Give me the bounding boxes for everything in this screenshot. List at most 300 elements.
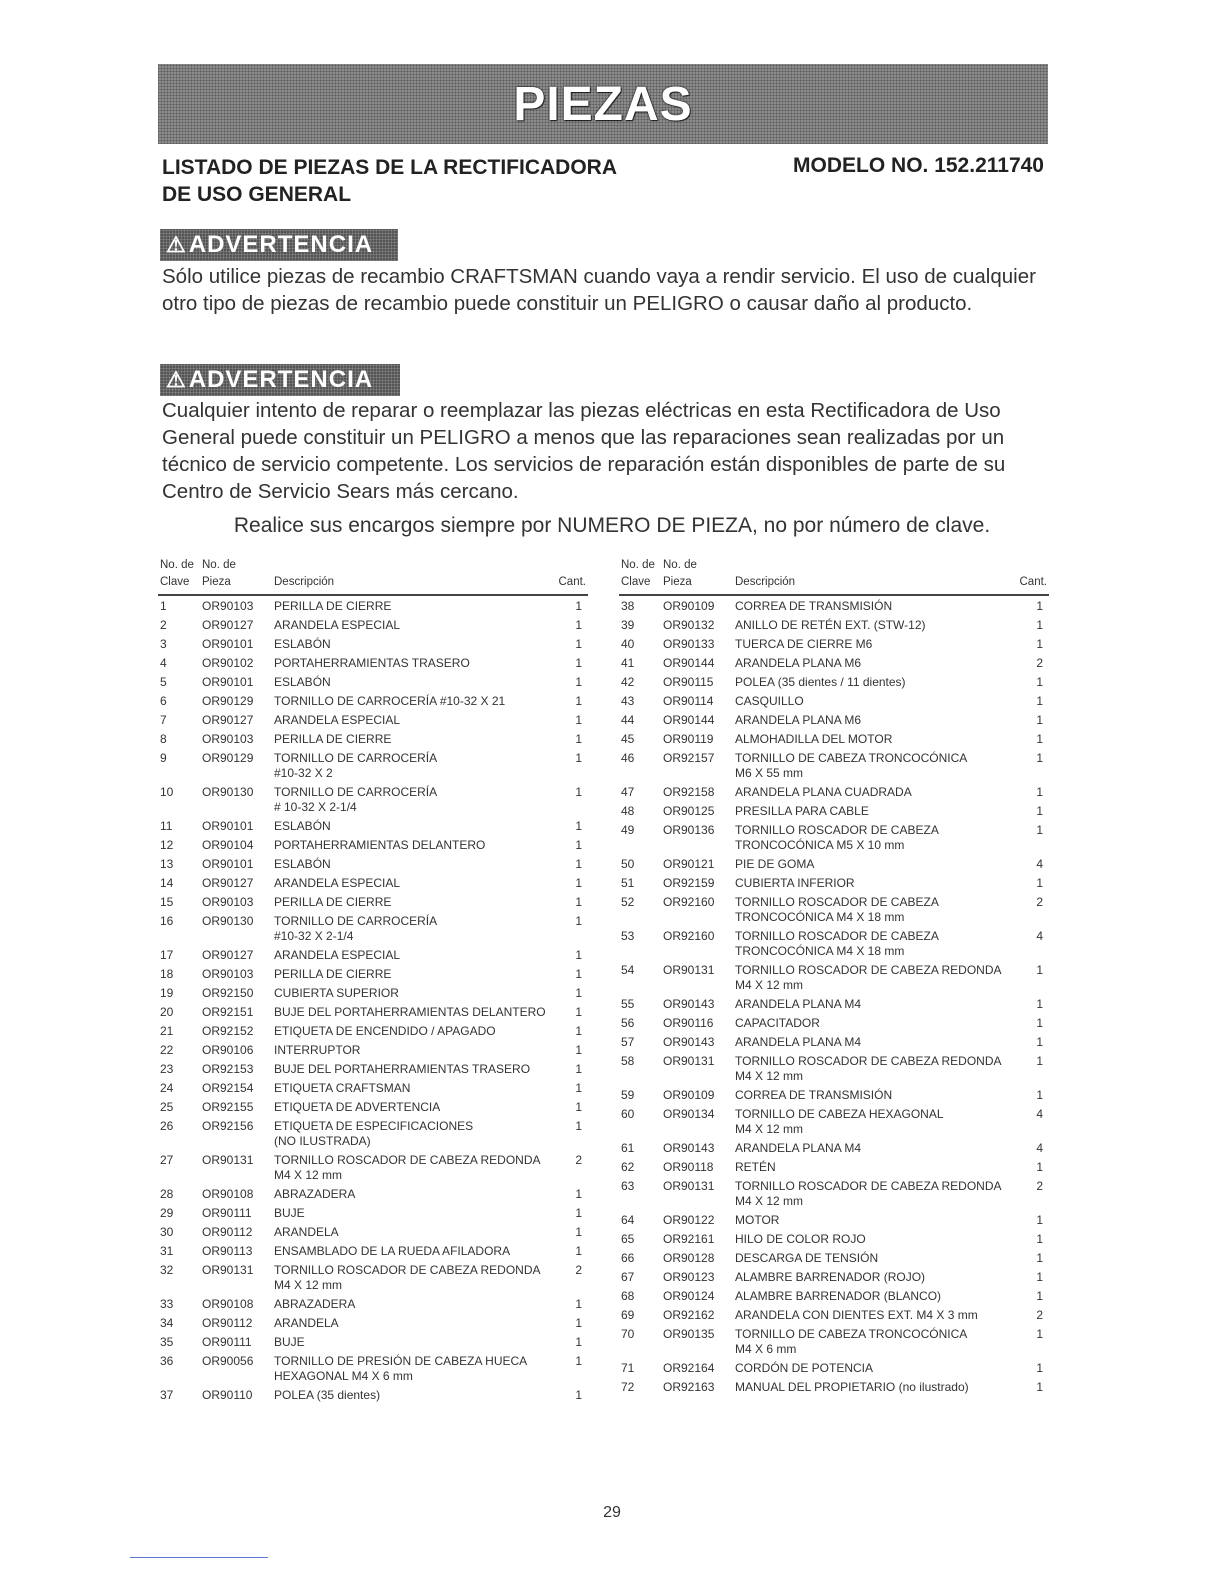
part-description: PERILLA DE CIERRE [274, 732, 392, 746]
part-key: 35 [160, 1335, 174, 1349]
table-row [619, 672, 1049, 691]
part-description: ARANDELA [274, 1316, 339, 1330]
part-quantity: 2 [1036, 1308, 1043, 1322]
table-row [158, 1116, 588, 1150]
part-description: TORNILLO ROSCADOR DE CABEZA REDONDA M4 X 12 mm [735, 1054, 1002, 1083]
part-key: 50 [621, 857, 635, 871]
part-number: OR90127 [202, 713, 254, 727]
table-row [619, 691, 1049, 710]
part-key: 4 [160, 656, 167, 670]
table-row [158, 653, 588, 672]
part-key: 54 [621, 963, 635, 977]
part-quantity: 1 [575, 1225, 582, 1239]
part-key: 53 [621, 929, 635, 943]
part-number: OR90101 [202, 675, 254, 689]
part-description: PORTAHERRAMIENTAS TRASERO [274, 656, 470, 670]
part-description: CUBIERTA SUPERIOR [274, 986, 399, 1000]
part-quantity: 1 [1036, 823, 1043, 837]
part-number: OR90127 [202, 948, 254, 962]
table-row [158, 911, 588, 945]
part-quantity: 2 [1036, 895, 1043, 909]
part-number: OR90144 [663, 713, 715, 727]
part-key: 14 [160, 876, 174, 890]
part-description: TORNILLO ROSCADOR DE CABEZA TRONCOCÓNICA M5 X 10 mm [735, 823, 939, 852]
part-key: 2 [160, 618, 167, 632]
table-row [158, 1078, 588, 1097]
banner-title: PIEZAS [513, 77, 693, 131]
part-description: ESLABÓN [274, 819, 331, 833]
part-description: TORNILLO DE CARROCERÍA #10-32 X 2 [274, 751, 438, 780]
table-row [158, 964, 588, 983]
part-quantity: 1 [575, 914, 582, 928]
parts-table-left [158, 556, 588, 1404]
part-number: OR92159 [663, 876, 715, 890]
part-quantity: 1 [1036, 1327, 1043, 1341]
table-row [619, 596, 1049, 615]
part-key: 40 [621, 637, 635, 651]
part-quantity: 1 [575, 948, 582, 962]
part-description: CASQUILLO [735, 694, 804, 708]
part-key: 15 [160, 895, 174, 909]
table-row [158, 782, 588, 816]
part-number: OR90118 [663, 1160, 714, 1174]
part-quantity: 1 [575, 732, 582, 746]
part-number: OR90108 [202, 1297, 254, 1311]
table-row [619, 1286, 1049, 1305]
part-key: 58 [621, 1054, 635, 1068]
part-quantity: 1 [1036, 1289, 1043, 1303]
part-quantity: 1 [575, 819, 582, 833]
part-description: DESCARGA DE TENSIÓN [735, 1251, 879, 1265]
part-description: TORNILLO DE CARROCERÍA # 10-32 X 2-1/4 [274, 785, 438, 814]
table-row [619, 1032, 1049, 1051]
part-key: 60 [621, 1107, 635, 1121]
part-description: ESLABÓN [274, 857, 331, 871]
part-quantity: 1 [575, 1062, 582, 1076]
table-row [158, 854, 588, 873]
part-key: 6 [160, 694, 167, 708]
parts-table-right [619, 556, 1049, 1396]
part-number: OR92150 [202, 986, 254, 1000]
part-quantity: 1 [1036, 1361, 1043, 1375]
part-number: OR92160 [663, 929, 715, 943]
parts-rows-right [619, 596, 1049, 1396]
table-row [619, 782, 1049, 801]
part-number: OR90130 [202, 914, 254, 928]
part-quantity: 1 [575, 1081, 582, 1095]
table-row [158, 1150, 588, 1184]
part-description: ARANDELA CON DIENTES EXT. M4 X 3 mm [735, 1308, 978, 1322]
table-row [619, 1157, 1049, 1176]
part-key: 66 [621, 1251, 635, 1265]
part-quantity: 1 [1036, 876, 1043, 890]
table-row [619, 1377, 1049, 1396]
part-number: OR92157 [663, 751, 715, 765]
part-description: ETIQUETA DE ENCENDIDO / APAGADO [274, 1024, 496, 1038]
part-description: TORNILLO DE CARROCERÍA #10-32 X 21 [274, 694, 506, 708]
part-quantity: 1 [1036, 599, 1043, 613]
part-key: 67 [621, 1270, 635, 1284]
part-number: OR90102 [202, 656, 254, 670]
part-description: TORNILLO DE CARROCERÍA #10-32 X 2-1/4 [274, 914, 438, 943]
part-key: 19 [160, 986, 174, 1000]
part-quantity: 1 [575, 713, 582, 727]
part-quantity: 1 [1036, 1232, 1043, 1246]
part-quantity: 1 [575, 1206, 582, 1220]
part-number: OR90115 [663, 675, 714, 689]
part-quantity: 1 [1036, 997, 1043, 1011]
table-row [619, 653, 1049, 672]
part-description: PIE DE GOMA [735, 857, 815, 871]
part-quantity: 1 [575, 895, 582, 909]
part-quantity: 1 [575, 656, 582, 670]
part-description: ARANDELA ESPECIAL [274, 713, 401, 727]
table-header [158, 556, 588, 596]
table-row [158, 1385, 588, 1404]
table-row [619, 1013, 1049, 1032]
parts-rows-left [158, 596, 588, 1404]
part-description: CUBIERTA INFERIOR [735, 876, 855, 890]
part-key: 20 [160, 1005, 174, 1019]
part-key: 34 [160, 1316, 174, 1330]
part-number: OR90112 [202, 1316, 253, 1330]
part-number: OR90132 [663, 618, 715, 632]
part-quantity: 1 [1036, 785, 1043, 799]
part-number: OR92158 [663, 785, 715, 799]
part-quantity: 2 [1036, 656, 1043, 670]
table-row [158, 1222, 588, 1241]
part-number: OR90124 [663, 1289, 715, 1303]
part-number: OR90131 [202, 1263, 254, 1277]
part-number: OR90123 [663, 1270, 715, 1284]
part-quantity: 1 [575, 1316, 582, 1330]
part-key: 28 [160, 1187, 174, 1201]
part-number: OR90101 [202, 637, 254, 651]
part-description: POLEA (35 dientes) [274, 1388, 381, 1402]
part-quantity: 1 [575, 986, 582, 1000]
parts-list-title [162, 154, 617, 208]
part-quantity: 1 [1036, 694, 1043, 708]
part-key: 33 [160, 1297, 174, 1311]
part-key: 63 [621, 1179, 635, 1193]
part-key: 55 [621, 997, 635, 1011]
table-row [158, 1332, 588, 1351]
part-number: OR90131 [663, 1179, 715, 1193]
warning-badge-1 [160, 229, 398, 261]
part-quantity: 1 [575, 1187, 582, 1201]
part-number: OR90129 [202, 751, 254, 765]
part-quantity: 1 [575, 1244, 582, 1258]
part-quantity: 1 [1036, 618, 1043, 632]
table-header [619, 556, 1049, 596]
part-quantity: 1 [575, 1005, 582, 1019]
part-key: 49 [621, 823, 635, 837]
part-key: 69 [621, 1308, 635, 1322]
table-row [158, 1002, 588, 1021]
table-row [619, 729, 1049, 748]
table-row [158, 1097, 588, 1116]
header-part-line2: Pieza [663, 576, 692, 588]
part-number: OR90131 [202, 1153, 254, 1167]
part-quantity: 1 [575, 1119, 582, 1133]
part-quantity: 1 [575, 1388, 582, 1402]
header-key-line2: Clave [621, 576, 651, 588]
part-key: 72 [621, 1380, 635, 1394]
part-key: 36 [160, 1354, 174, 1368]
part-key: 9 [160, 751, 167, 765]
part-description: HILO DE COLOR ROJO [735, 1232, 866, 1246]
part-description: ABRAZADERA [274, 1297, 356, 1311]
part-number: OR90135 [663, 1327, 715, 1341]
part-quantity: 1 [575, 694, 582, 708]
part-description: PRESILLA PARA CABLE [735, 804, 869, 818]
part-number: OR90110 [202, 1388, 253, 1402]
part-number: OR90128 [663, 1251, 715, 1265]
part-quantity: 1 [575, 1024, 582, 1038]
table-row [158, 892, 588, 911]
part-number: OR92162 [663, 1308, 715, 1322]
part-description: ETIQUETA CRAFTSMAN [274, 1081, 411, 1095]
part-description: ANILLO DE RETÉN EXT. (STW-12) [735, 618, 926, 632]
part-quantity: 2 [575, 1263, 582, 1277]
table-row [619, 994, 1049, 1013]
part-key: 10 [160, 785, 174, 799]
part-quantity: 4 [1036, 857, 1043, 871]
table-row [158, 1040, 588, 1059]
table-row [158, 1260, 588, 1294]
table-row [619, 801, 1049, 820]
table-row [619, 748, 1049, 782]
part-key: 41 [621, 656, 635, 670]
table-row [619, 1176, 1049, 1210]
part-key: 71 [621, 1361, 635, 1375]
part-number: OR90101 [202, 819, 254, 833]
part-quantity: 1 [575, 599, 582, 613]
warning-badge-label: ADVERTENCIA [188, 231, 374, 258]
table-row [158, 816, 588, 835]
part-quantity: 4 [1036, 1141, 1043, 1155]
part-number: OR90143 [663, 1035, 715, 1049]
header-key-line2: Clave [160, 576, 190, 588]
part-quantity: 2 [1036, 1179, 1043, 1193]
part-description: TORNILLO ROSCADOR DE CABEZA REDONDA M4 X 12 mm [274, 1263, 541, 1292]
part-key: 12 [160, 838, 174, 852]
part-quantity: 4 [1036, 1107, 1043, 1121]
part-key: 5 [160, 675, 167, 689]
part-description: POLEA (35 dientes / 11 dientes) [735, 675, 906, 689]
table-row [619, 1085, 1049, 1104]
table-row [619, 1104, 1049, 1138]
part-description: TORNILLO ROSCADOR DE CABEZA TRONCOCÓNICA M4 X 18 mm [735, 929, 939, 958]
part-quantity: 1 [1036, 1035, 1043, 1049]
part-quantity: 1 [575, 1297, 582, 1311]
part-description: CORREA DE TRANSMISIÓN [735, 1088, 893, 1102]
part-description: TORNILLO DE PRESIÓN DE CABEZA HUECA HEXAGONAL M4 X 6 mm [274, 1354, 528, 1383]
part-quantity: 1 [575, 876, 582, 890]
part-description: ALAMBRE BARRENADOR (ROJO) [735, 1270, 926, 1284]
parts-list-title-line1: LISTADO DE PIEZAS DE LA RECTIFICADORA [162, 156, 618, 179]
table-row [158, 1241, 588, 1260]
table-row [619, 615, 1049, 634]
header-qty: Cant. [558, 576, 586, 588]
header-key-line1: No. de [621, 559, 655, 571]
part-key: 45 [621, 732, 635, 746]
part-key: 31 [160, 1244, 174, 1258]
part-number: OR90109 [663, 1088, 715, 1102]
part-quantity: 1 [1036, 1213, 1043, 1227]
part-description: ARANDELA PLANA M4 [735, 1141, 862, 1155]
table-row [158, 634, 588, 653]
warning-badge-label: ADVERTENCIA [188, 366, 374, 393]
part-quantity: 1 [575, 1043, 582, 1057]
table-row [158, 1059, 588, 1078]
part-key: 70 [621, 1327, 635, 1341]
part-quantity: 1 [1036, 1054, 1043, 1068]
parts-list-title-line2: DE USO GENERAL [162, 183, 352, 206]
header-description: Descripción [274, 576, 335, 588]
table-row [619, 1138, 1049, 1157]
part-quantity: 1 [1036, 963, 1043, 977]
part-quantity: 1 [575, 1100, 582, 1114]
table-row [619, 1210, 1049, 1229]
table-row [158, 1351, 588, 1385]
part-description: ABRAZADERA [274, 1187, 356, 1201]
part-key: 64 [621, 1213, 635, 1227]
part-number: OR90136 [663, 823, 715, 837]
part-number: OR90122 [663, 1213, 715, 1227]
header-part-line2: Pieza [202, 576, 231, 588]
part-key: 17 [160, 948, 174, 962]
table-row [619, 960, 1049, 994]
part-description: PERILLA DE CIERRE [274, 895, 392, 909]
header-key-line1: No. de [160, 559, 194, 571]
part-description: TORNILLO ROSCADOR DE CABEZA TRONCOCÓNICA M4 X 18 mm [735, 895, 939, 924]
part-quantity: 1 [1036, 1016, 1043, 1030]
part-description: ARANDELA ESPECIAL [274, 876, 401, 890]
part-number: OR90056 [202, 1354, 254, 1368]
table-row [158, 945, 588, 964]
part-number: OR90125 [663, 804, 715, 818]
part-number: OR90130 [202, 785, 254, 799]
header-description: Descripción [735, 576, 796, 588]
part-quantity: 1 [575, 675, 582, 689]
part-number: OR90103 [202, 895, 254, 909]
part-description: TORNILLO ROSCADOR DE CABEZA REDONDA M4 X 12 mm [274, 1153, 541, 1182]
part-number: OR90114 [663, 694, 714, 708]
part-number: OR92161 [663, 1232, 715, 1246]
part-key: 61 [621, 1141, 635, 1155]
part-number: OR92152 [202, 1024, 254, 1038]
part-number: OR90104 [202, 838, 254, 852]
part-description: ARANDELA PLANA M4 [735, 997, 862, 1011]
part-number: OR90106 [202, 1043, 254, 1057]
part-description: INTERRUPTOR [274, 1043, 361, 1057]
part-number: OR90143 [663, 997, 715, 1011]
table-row [619, 1267, 1049, 1286]
part-description: TORNILLO ROSCADOR DE CABEZA REDONDA M4 X 12 mm [735, 1179, 1002, 1208]
part-quantity: 1 [575, 967, 582, 981]
part-description: TORNILLO DE CABEZA TRONCOCÓNICA M4 X 6 mm [735, 1327, 968, 1356]
section-banner [158, 64, 1048, 144]
part-quantity: 1 [575, 857, 582, 871]
part-quantity: 1 [575, 1354, 582, 1368]
part-number: OR90103 [202, 599, 254, 613]
part-key: 42 [621, 675, 635, 689]
part-description: BUJE [274, 1206, 305, 1220]
part-description: ESLABÓN [274, 675, 331, 689]
warning-text-1: Sólo utilice piezas de recambio CRAFTSMAN cuando vaya a rendir servicio. El uso de cualquier otro tipo de piezas de recambio puede constituir un PELIGRO o causar daño al producto. [162, 265, 1036, 315]
part-description: CAPACITADOR [735, 1016, 820, 1030]
part-number: OR90109 [663, 599, 715, 613]
warning-triangle-icon: ⚠ [166, 232, 187, 257]
part-number: OR90134 [663, 1107, 715, 1121]
part-key: 43 [621, 694, 635, 708]
part-number: OR90119 [663, 732, 714, 746]
model-number: MODELO NO. 152.211740 [793, 154, 1044, 177]
part-number: OR92164 [663, 1361, 715, 1375]
part-description: ALAMBRE BARRENADOR (BLANCO) [735, 1289, 942, 1303]
part-number: OR90111 [202, 1335, 252, 1349]
part-quantity: 1 [1036, 1380, 1043, 1394]
part-key: 44 [621, 713, 635, 727]
part-number: OR92156 [202, 1119, 254, 1133]
table-row [619, 873, 1049, 892]
part-number: OR90131 [663, 1054, 715, 1068]
part-key: 39 [621, 618, 635, 632]
table-row [158, 873, 588, 892]
table-row [158, 1203, 588, 1222]
table-row [619, 1248, 1049, 1267]
part-description: TORNILLO DE CABEZA TRONCOCÓNICA M6 X 55 mm [735, 751, 968, 780]
part-description: ARANDELA PLANA M6 [735, 713, 862, 727]
part-key: 46 [621, 751, 635, 765]
part-key: 56 [621, 1016, 635, 1030]
table-row [619, 710, 1049, 729]
part-key: 8 [160, 732, 167, 746]
part-description: CORREA DE TRANSMISIÓN [735, 599, 893, 613]
part-number: OR90127 [202, 876, 254, 890]
part-description: ARANDELA PLANA M6 [735, 656, 862, 670]
part-number: OR90116 [663, 1016, 714, 1030]
part-key: 32 [160, 1263, 174, 1277]
part-quantity: 1 [1036, 732, 1043, 746]
part-number: OR90103 [202, 732, 254, 746]
table-row [619, 1229, 1049, 1248]
table-row [158, 596, 588, 615]
part-quantity: 1 [1036, 1251, 1043, 1265]
footer-divider [130, 1557, 268, 1558]
part-quantity: 1 [1036, 804, 1043, 818]
table-row [158, 748, 588, 782]
part-quantity: 1 [575, 618, 582, 632]
part-description: ESLABÓN [274, 637, 331, 651]
part-key: 22 [160, 1043, 174, 1057]
part-key: 26 [160, 1119, 174, 1133]
part-quantity: 4 [1036, 929, 1043, 943]
part-key: 23 [160, 1062, 174, 1076]
part-quantity: 1 [1036, 675, 1043, 689]
table-row [158, 983, 588, 1002]
part-quantity: 1 [575, 751, 582, 765]
part-quantity: 1 [1036, 1160, 1043, 1174]
part-number: OR90143 [663, 1141, 715, 1155]
part-quantity: 1 [1036, 637, 1043, 651]
part-key: 65 [621, 1232, 635, 1246]
part-key: 27 [160, 1153, 174, 1167]
part-number: OR90129 [202, 694, 254, 708]
part-key: 48 [621, 804, 635, 818]
part-description: ARANDELA PLANA M4 [735, 1035, 862, 1049]
